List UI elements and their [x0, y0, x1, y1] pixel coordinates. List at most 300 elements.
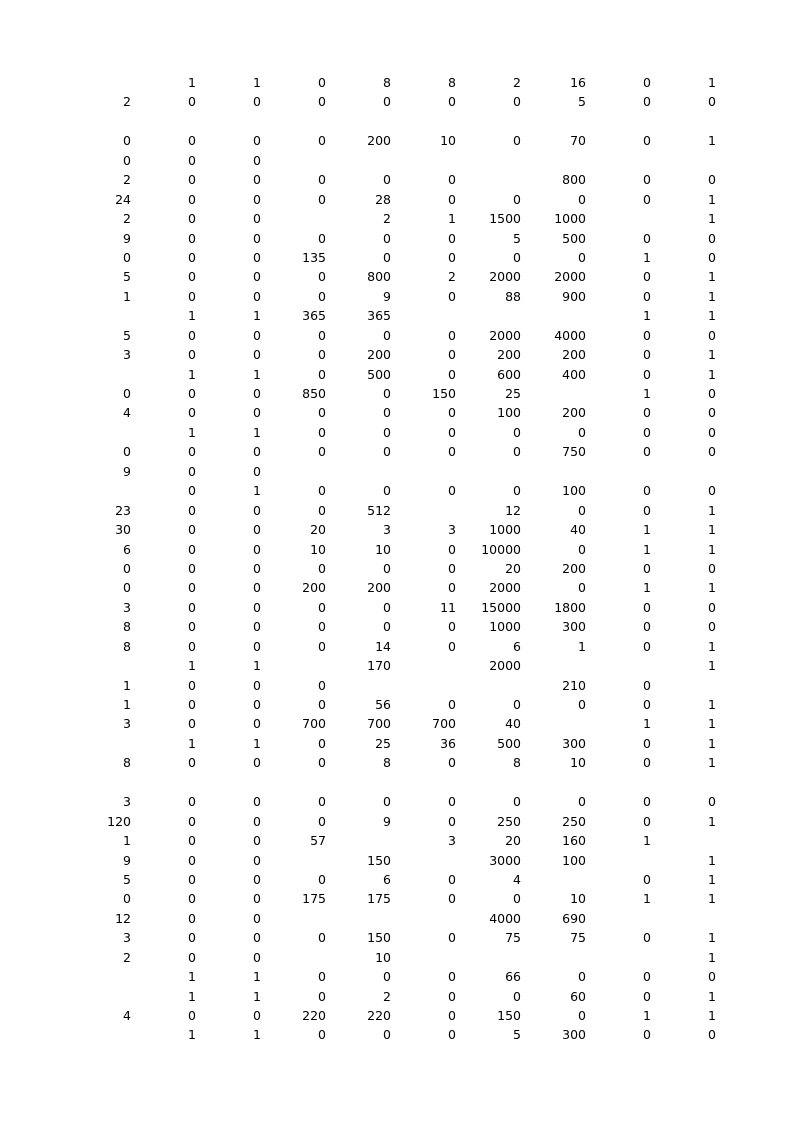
table-cell: 2: [383, 988, 391, 1004]
table-cell: 0: [253, 172, 261, 188]
table-cell: 0: [643, 366, 651, 382]
table-row: [0, 656, 800, 675]
table-cell: 1: [253, 308, 261, 324]
table-cell: 0: [383, 424, 391, 440]
table-cell: 0: [578, 191, 586, 207]
table-cell: 250: [497, 813, 521, 829]
table-cell: 0: [643, 230, 651, 246]
table-cell: 0: [188, 288, 196, 304]
table-cell: 0: [318, 599, 326, 615]
table-row: [0, 967, 800, 986]
table-row: [0, 773, 800, 792]
table-cell: 0: [708, 386, 716, 401]
table-cell: 150: [367, 852, 391, 868]
table-cell: 0: [318, 813, 326, 829]
table-cell: 0: [253, 94, 261, 110]
table-cell: 0: [123, 133, 131, 149]
table-cell: 0: [448, 249, 456, 265]
table-cell: 0: [383, 444, 391, 460]
table-cell: 1: [188, 1027, 196, 1043]
table-cell: 0: [188, 755, 196, 771]
table-cell: 850: [302, 386, 326, 401]
table-cell: 1: [578, 638, 586, 654]
table-cell: 0: [253, 852, 261, 868]
table-cell: 0: [448, 755, 456, 771]
table-cell: 0: [318, 94, 326, 110]
table-cell: 0: [578, 249, 586, 265]
table-cell: 1: [708, 930, 716, 946]
table-cell: 0: [383, 794, 391, 810]
table-cell: 0: [253, 619, 261, 635]
table-cell: 0: [643, 677, 651, 693]
table-cell: 20: [505, 833, 521, 849]
table-cell: 1: [708, 949, 716, 965]
table-cell: 0: [188, 560, 196, 576]
table-cell: 3: [123, 930, 131, 946]
table-cell: 1: [643, 833, 651, 849]
table-cell: 100: [497, 405, 521, 421]
table-cell: 1: [643, 1008, 651, 1023]
table-cell: 0: [708, 560, 716, 576]
table-cell: 0: [253, 833, 261, 849]
table-cell: 0: [448, 1027, 456, 1043]
table-cell: 1: [253, 1027, 261, 1043]
table-row: [0, 209, 800, 228]
table-cell: 40: [570, 522, 586, 538]
table-cell: 1: [708, 502, 716, 518]
table-row: [0, 326, 800, 345]
table-cell: 0: [318, 191, 326, 207]
table-cell: 0: [383, 969, 391, 985]
table-cell: 0: [253, 463, 261, 479]
table-cell: 175: [302, 891, 326, 907]
table-cell: 0: [188, 1008, 196, 1023]
table-cell: 3: [448, 522, 456, 538]
table-cell: 0: [188, 930, 196, 946]
table-cell: 0: [253, 871, 261, 887]
table-row: [0, 306, 800, 325]
table-cell: 9: [383, 288, 391, 304]
table-cell: 5: [123, 269, 131, 285]
table-cell: 150: [497, 1008, 521, 1023]
table-cell: 4: [513, 871, 521, 887]
table-cell: 0: [513, 891, 521, 907]
table-cell: 0: [188, 891, 196, 907]
table-cell: 0: [643, 560, 651, 576]
table-cell: 40: [505, 716, 521, 732]
table-cell: 30: [115, 522, 131, 538]
table-cell: 0: [318, 969, 326, 985]
table-cell: 1: [708, 366, 716, 382]
table-row: [0, 92, 800, 111]
table-row: [0, 229, 800, 248]
table-cell: 0: [253, 638, 261, 654]
table-cell: 88: [505, 288, 521, 304]
table-cell: 0: [253, 949, 261, 965]
table-cell: 0: [513, 94, 521, 110]
table-cell: 1: [708, 522, 716, 538]
table-cell: 220: [302, 1008, 326, 1023]
table-cell: 0: [188, 833, 196, 849]
table-cell: 0: [383, 1027, 391, 1043]
table-cell: 0: [448, 988, 456, 1004]
table-cell: 20: [310, 522, 326, 538]
table-cell: 0: [318, 871, 326, 887]
table-cell: 0: [448, 347, 456, 363]
table-cell: 0: [188, 580, 196, 596]
table-cell: 0: [448, 794, 456, 810]
table-cell: 0: [708, 424, 716, 440]
table-cell: 36: [440, 735, 456, 751]
table-cell: 250: [562, 813, 586, 829]
table-cell: 1: [708, 541, 716, 557]
table-cell: 70: [570, 133, 586, 149]
table-cell: 0: [513, 133, 521, 149]
table-cell: 0: [383, 483, 391, 499]
table-cell: 0: [188, 327, 196, 343]
table-cell: 1: [708, 211, 716, 227]
table-cell: 0: [643, 405, 651, 421]
table-cell: 0: [123, 891, 131, 907]
table-cell: 0: [383, 327, 391, 343]
table-cell: 0: [253, 755, 261, 771]
table-cell: 0: [578, 697, 586, 712]
table-cell: 10: [310, 541, 326, 557]
table-cell: 1: [708, 288, 716, 304]
table-cell: 0: [253, 910, 261, 926]
table-cell: 0: [578, 794, 586, 810]
table-cell: 0: [188, 502, 196, 518]
table-cell: 0: [643, 94, 651, 110]
table-cell: 160: [562, 833, 586, 849]
table-cell: 2000: [489, 269, 521, 285]
table-cell: 0: [253, 405, 261, 421]
table-row: [0, 151, 800, 170]
table-cell: 8: [123, 619, 131, 635]
table-cell: 0: [643, 1027, 651, 1043]
table-row: [0, 889, 800, 908]
table-cell: 700: [302, 716, 326, 732]
table-cell: 2000: [489, 658, 521, 674]
table-cell: 0: [253, 347, 261, 363]
table-cell: 1: [708, 658, 716, 674]
table-cell: 1: [643, 541, 651, 557]
table-cell: 0: [188, 386, 196, 401]
table-cell: 500: [562, 230, 586, 246]
table-cell: 0: [188, 541, 196, 557]
table-row: [0, 1006, 800, 1025]
table-cell: 0: [383, 405, 391, 421]
table-cell: 1: [708, 871, 716, 887]
table-cell: 0: [708, 1027, 716, 1043]
table-cell: 1: [708, 852, 716, 868]
table-row: [0, 267, 800, 286]
table-cell: 0: [253, 502, 261, 518]
table-cell: 3: [448, 833, 456, 849]
table-cell: 0: [188, 794, 196, 810]
table-cell: 0: [578, 424, 586, 440]
table-cell: 10: [375, 949, 391, 965]
table-cell: 0: [448, 288, 456, 304]
table-cell: 500: [497, 735, 521, 751]
table-cell: 0: [123, 152, 131, 168]
table-cell: 0: [708, 969, 716, 985]
table-cell: 0: [708, 483, 716, 499]
table-cell: 0: [643, 75, 651, 90]
table-row: [0, 501, 800, 520]
table-cell: 5: [513, 230, 521, 246]
table-cell: 0: [253, 386, 261, 401]
table-cell: 1: [708, 308, 716, 324]
table-cell: 1: [188, 735, 196, 751]
table-cell: 300: [562, 735, 586, 751]
table-cell: 0: [318, 269, 326, 285]
table-cell: 0: [448, 891, 456, 907]
table-cell: 1: [253, 735, 261, 751]
table-cell: 0: [643, 735, 651, 751]
table-cell: 16: [570, 75, 586, 90]
table-cell: 0: [708, 172, 716, 188]
table-cell: 0: [318, 347, 326, 363]
table-cell: 25: [505, 386, 521, 401]
table-cell: 1: [643, 580, 651, 596]
table-cell: 120: [107, 813, 131, 829]
table-row: [0, 987, 800, 1006]
table-cell: 0: [578, 1008, 586, 1023]
table-row: [0, 559, 800, 578]
table-cell: 0: [188, 638, 196, 654]
data-table: [0, 73, 800, 1045]
table-row: [0, 792, 800, 811]
table-row: [0, 617, 800, 636]
table-cell: 57: [310, 833, 326, 849]
table-cell: 0: [253, 152, 261, 168]
table-cell: 6: [513, 638, 521, 654]
table-cell: 1: [123, 288, 131, 304]
table-row: [0, 365, 800, 384]
table-cell: 210: [562, 677, 586, 693]
table-cell: 5: [123, 871, 131, 887]
table-cell: 8: [123, 755, 131, 771]
table-cell: 1000: [489, 522, 521, 538]
table-cell: 365: [367, 308, 391, 324]
table-row: [0, 676, 800, 695]
table-cell: 0: [253, 813, 261, 829]
table-cell: 2: [513, 75, 521, 90]
table-cell: 0: [383, 230, 391, 246]
table-cell: 0: [253, 288, 261, 304]
table-cell: 8: [123, 638, 131, 654]
table-cell: 700: [432, 716, 456, 732]
table-row: [0, 851, 800, 870]
table-cell: 2000: [489, 580, 521, 596]
table-cell: 0: [318, 988, 326, 1004]
table-cell: 0: [318, 133, 326, 149]
table-cell: 1: [188, 75, 196, 90]
table-cell: 0: [643, 794, 651, 810]
table-cell: 0: [513, 794, 521, 810]
table-cell: 0: [578, 502, 586, 518]
table-cell: 200: [367, 347, 391, 363]
table-cell: 0: [708, 619, 716, 635]
table-cell: 2000: [554, 269, 586, 285]
table-cell: 0: [253, 211, 261, 227]
table-cell: 0: [188, 697, 196, 712]
table-row: [0, 345, 800, 364]
table-cell: 56: [375, 697, 391, 712]
table-row: [0, 481, 800, 500]
table-cell: 0: [318, 366, 326, 382]
table-cell: 0: [383, 172, 391, 188]
table-cell: 0: [318, 405, 326, 421]
table-cell: 3: [123, 716, 131, 732]
table-cell: 1: [708, 697, 716, 712]
table-cell: 0: [253, 599, 261, 615]
table-cell: 3: [383, 522, 391, 538]
table-cell: 0: [448, 560, 456, 576]
table-cell: 0: [318, 327, 326, 343]
table-cell: 0: [383, 249, 391, 265]
table-cell: 0: [448, 444, 456, 460]
table-cell: 0: [448, 541, 456, 557]
table-cell: 1: [643, 249, 651, 265]
table-cell: 0: [448, 638, 456, 654]
table-cell: 0: [643, 269, 651, 285]
table-cell: 0: [708, 405, 716, 421]
table-cell: 0: [448, 230, 456, 246]
table-row: [0, 695, 800, 714]
table-cell: 0: [578, 580, 586, 596]
table-cell: 1: [708, 988, 716, 1004]
table-cell: 0: [643, 133, 651, 149]
table-cell: 0: [253, 794, 261, 810]
table-cell: 4000: [554, 327, 586, 343]
table-cell: 0: [643, 930, 651, 946]
table-cell: 10000: [481, 541, 521, 557]
table-cell: 0: [513, 424, 521, 440]
table-cell: 220: [367, 1008, 391, 1023]
table-cell: 600: [497, 366, 521, 382]
table-cell: 1: [708, 813, 716, 829]
table-cell: 0: [708, 94, 716, 110]
table-cell: 0: [448, 366, 456, 382]
table-row: [0, 540, 800, 559]
table-cell: 400: [562, 366, 586, 382]
table-cell: 0: [188, 347, 196, 363]
table-cell: 4: [123, 1008, 131, 1023]
table-cell: 0: [188, 852, 196, 868]
table-cell: 0: [448, 405, 456, 421]
table-cell: 0: [643, 755, 651, 771]
table-cell: 1: [253, 988, 261, 1004]
table-cell: 1: [643, 308, 651, 324]
table-cell: 3000: [489, 852, 521, 868]
table-cell: 0: [253, 444, 261, 460]
table-cell: 0: [643, 483, 651, 499]
table-cell: 0: [123, 386, 131, 401]
table-cell: 0: [513, 249, 521, 265]
table-cell: 1: [253, 75, 261, 90]
table-cell: 1: [708, 191, 716, 207]
table-cell: 200: [562, 347, 586, 363]
table-cell: 0: [123, 560, 131, 576]
table-cell: 10: [570, 891, 586, 907]
table-cell: 1: [188, 658, 196, 674]
table-cell: 0: [318, 502, 326, 518]
table-cell: 1: [708, 891, 716, 907]
table-cell: 0: [188, 619, 196, 635]
table-cell: 0: [188, 133, 196, 149]
table-cell: 75: [505, 930, 521, 946]
table-cell: 0: [448, 191, 456, 207]
table-cell: 0: [643, 502, 651, 518]
table-cell: 1: [708, 269, 716, 285]
table-row: [0, 578, 800, 597]
table-cell: 0: [253, 580, 261, 596]
table-cell: 0: [188, 94, 196, 110]
table-cell: 0: [188, 249, 196, 265]
table-cell: 0: [188, 677, 196, 693]
table-cell: 0: [253, 716, 261, 732]
table-cell: 0: [448, 580, 456, 596]
table-cell: 3: [123, 347, 131, 363]
table-cell: 1: [708, 580, 716, 596]
table-cell: 2: [123, 94, 131, 110]
table-cell: 0: [643, 638, 651, 654]
table-cell: 75: [570, 930, 586, 946]
table-cell: 1: [188, 366, 196, 382]
table-row: [0, 442, 800, 461]
table-row: [0, 287, 800, 306]
table-cell: 750: [562, 444, 586, 460]
table-cell: 8: [383, 755, 391, 771]
table-cell: 200: [562, 560, 586, 576]
table-cell: 0: [318, 677, 326, 693]
table-cell: 0: [318, 755, 326, 771]
table-cell: 0: [513, 988, 521, 1004]
table-row: [0, 423, 800, 442]
table-cell: 0: [123, 249, 131, 265]
table-row: [0, 909, 800, 928]
table-cell: 0: [318, 735, 326, 751]
table-cell: 200: [367, 133, 391, 149]
table-cell: 1500: [489, 211, 521, 227]
table-cell: 2: [383, 211, 391, 227]
table-row: [0, 948, 800, 967]
table-cell: 170: [367, 658, 391, 674]
table-cell: 365: [302, 308, 326, 324]
table-cell: 1: [708, 735, 716, 751]
table-cell: 8: [513, 755, 521, 771]
table-cell: 1: [643, 522, 651, 538]
table-row: [0, 870, 800, 889]
table-cell: 0: [253, 327, 261, 343]
table-cell: 0: [643, 988, 651, 1004]
table-cell: 0: [513, 191, 521, 207]
table-cell: 0: [578, 541, 586, 557]
table-cell: 690: [562, 910, 586, 926]
table-cell: 5: [513, 1027, 521, 1043]
table-cell: 200: [302, 580, 326, 596]
table-cell: 0: [253, 522, 261, 538]
table-cell: 1: [253, 969, 261, 985]
table-cell: 0: [253, 891, 261, 907]
table-cell: 0: [253, 249, 261, 265]
table-row: [0, 1025, 800, 1044]
table-cell: 0: [513, 444, 521, 460]
table-cell: 2: [123, 172, 131, 188]
table-cell: 0: [383, 599, 391, 615]
